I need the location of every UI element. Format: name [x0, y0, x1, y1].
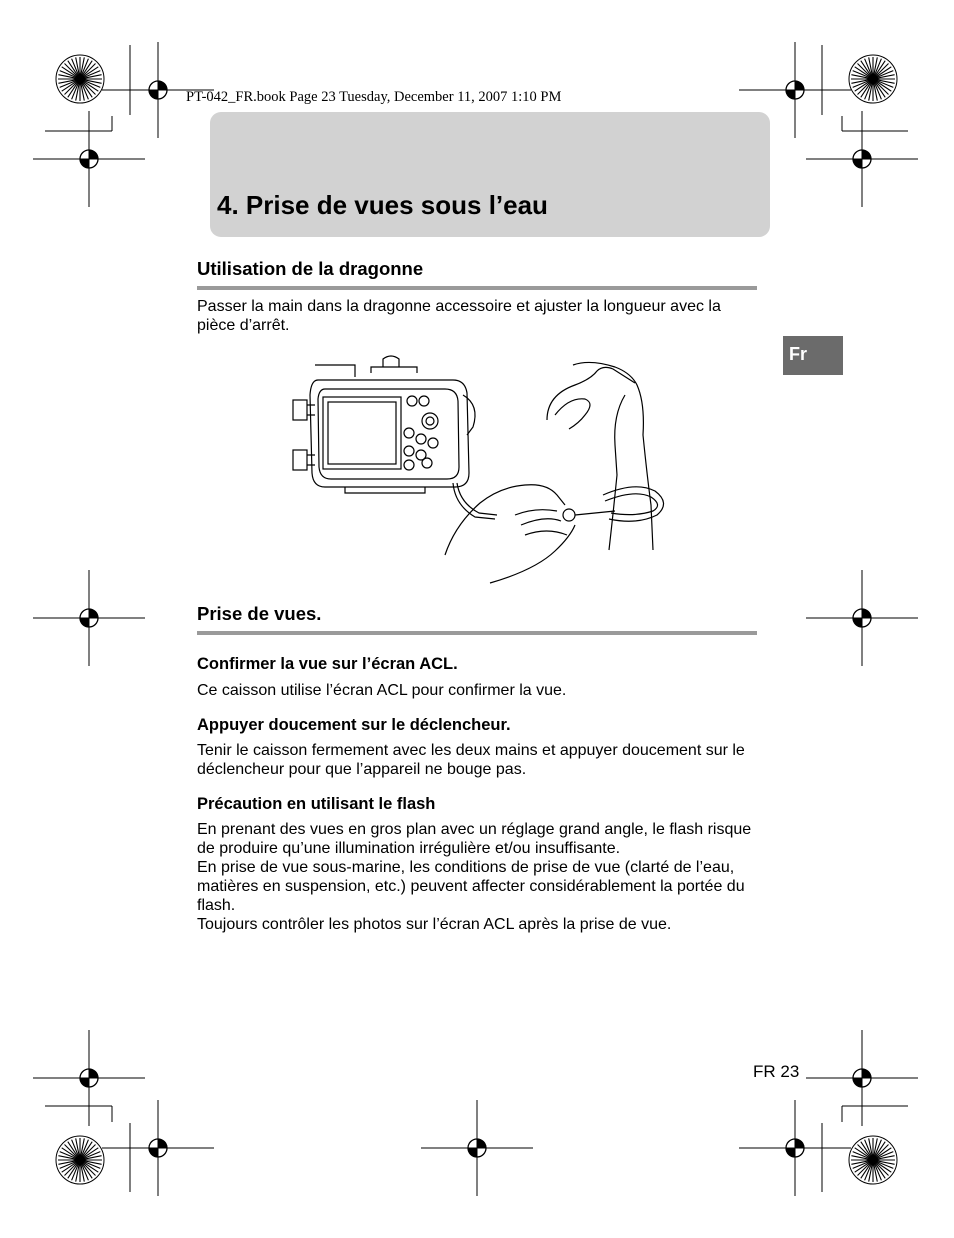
strap-instructions: Passer la main dans la dragonne accessoire et ajuster la longueur avec la pièce d’arrêt.: [197, 298, 721, 334]
flash-text: [197, 820, 762, 934]
shutter-text: Tenir le caisson fermement avec les deux mains et appuyer doucement sur le déclencheur pour que l’appareil ne bouge pas.: [197, 742, 745, 778]
chapter-title: 4. Prise de vues sous l’eau: [217, 190, 548, 220]
hand-icon: [445, 485, 615, 583]
section-title-strap: Utilisation de la dragonne: [197, 258, 424, 279]
subsection-title-shutter: Appuyer doucement sur le déclencheur.: [197, 716, 511, 734]
book-header: PT-042_FR.book Page 23 Tuesday, December 11, 2007 1:10 PM: [186, 89, 562, 105]
subsection-title-lcd: Confirmer la vue sur l’écran ACL.: [197, 655, 458, 673]
section-title-shooting: Prise de vues.: [197, 603, 322, 624]
camera-housing-wrist-strap-illustration: [285, 355, 665, 587]
subsection-title-flash: Précaution en utilisant le flash: [197, 795, 436, 813]
page-number: FR 23: [753, 1062, 800, 1081]
camera-housing-icon: [293, 356, 497, 519]
wrist-icon: [547, 362, 664, 550]
section-rule: [197, 631, 757, 635]
flash-text-line: En prise de vue sous-marine, les conditions de prise de vue (clarté de l’eau, matières en suspension, etc.) peuvent affecter considérablement la portée du flash.: [197, 859, 745, 914]
section-rule: [197, 286, 757, 290]
flash-text-line: Toujours contrôler les photos sur l’écran ACL après la prise de vue.: [197, 916, 672, 933]
lcd-text: Ce caisson utilise l’écran ACL pour confirmer la vue.: [197, 682, 567, 699]
language-tab: Fr: [783, 336, 843, 375]
flash-text-line: En prenant des vues en gros plan avec un réglage grand angle, le flash risque de produire qu’une illumination irrégulière et/ou insuffisante.: [197, 821, 752, 857]
